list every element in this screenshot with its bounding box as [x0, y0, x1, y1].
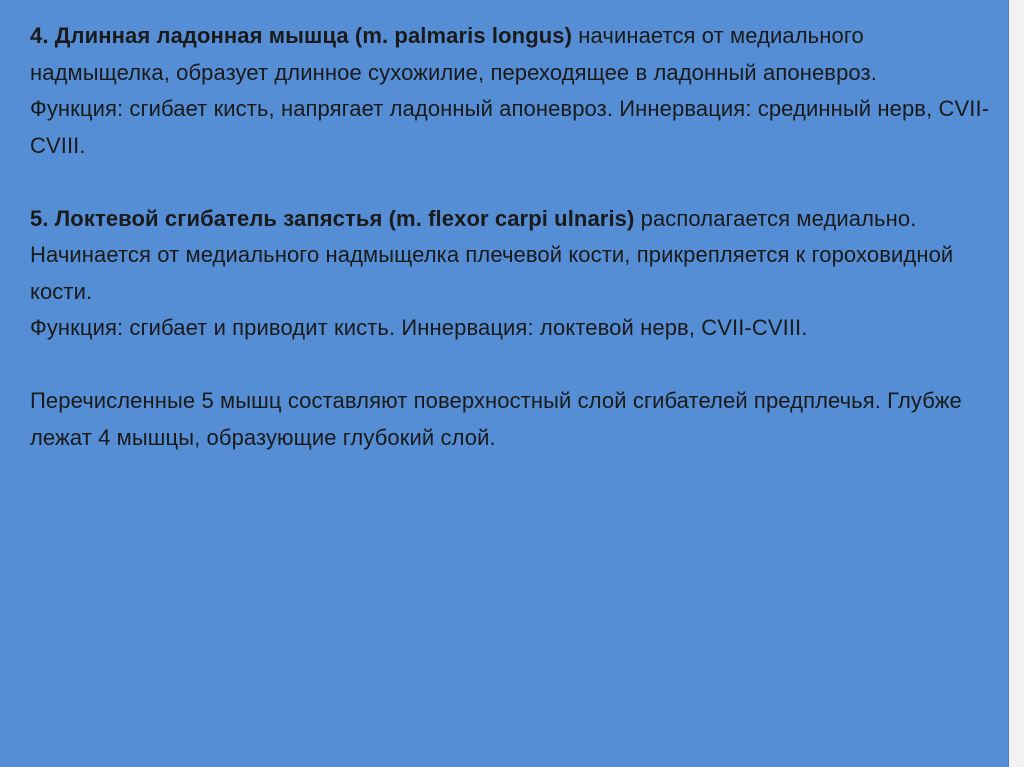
slide-text-body: [30, 18, 1000, 456]
section-5-function: Функция: сгибает и приводит кисть. Иннервация: локтевой нерв, CVII-CVIII.: [30, 315, 808, 340]
paragraph-spacer: [30, 164, 1000, 201]
section-5-description: располагается медиально. Начинается от медиального надмыщелка плечевой кости, прикрепляется к гороховидной кости.: [30, 205, 954, 304]
section-5-heading: 5. Локтевой сгибатель запястья (m. flexor carpi ulnaris): [30, 205, 635, 231]
section-4-description: начинается от медиального надмыщелка, образует длинное сухожилие, переходящее в ладонный апоневроз.: [30, 23, 877, 85]
paragraph-spacer: [30, 347, 1000, 384]
section-4-function: Функция: сгибает кисть, напрягает ладонный апоневроз. Иннервация: срединный нерв, CVII-CVIII.: [30, 96, 990, 158]
section-5-intro: [30, 201, 1000, 311]
section-4-heading: 4. Длинная ладонная мышца (m. palmaris longus): [30, 23, 573, 48]
summary-paragraph: Перечисленные 5 мышц составляют поверхностный слой сгибателей предплечья. Глубже лежат 4 мышцы, образующие глубокий слой.: [30, 388, 962, 450]
section-4-intro: [30, 18, 1000, 91]
